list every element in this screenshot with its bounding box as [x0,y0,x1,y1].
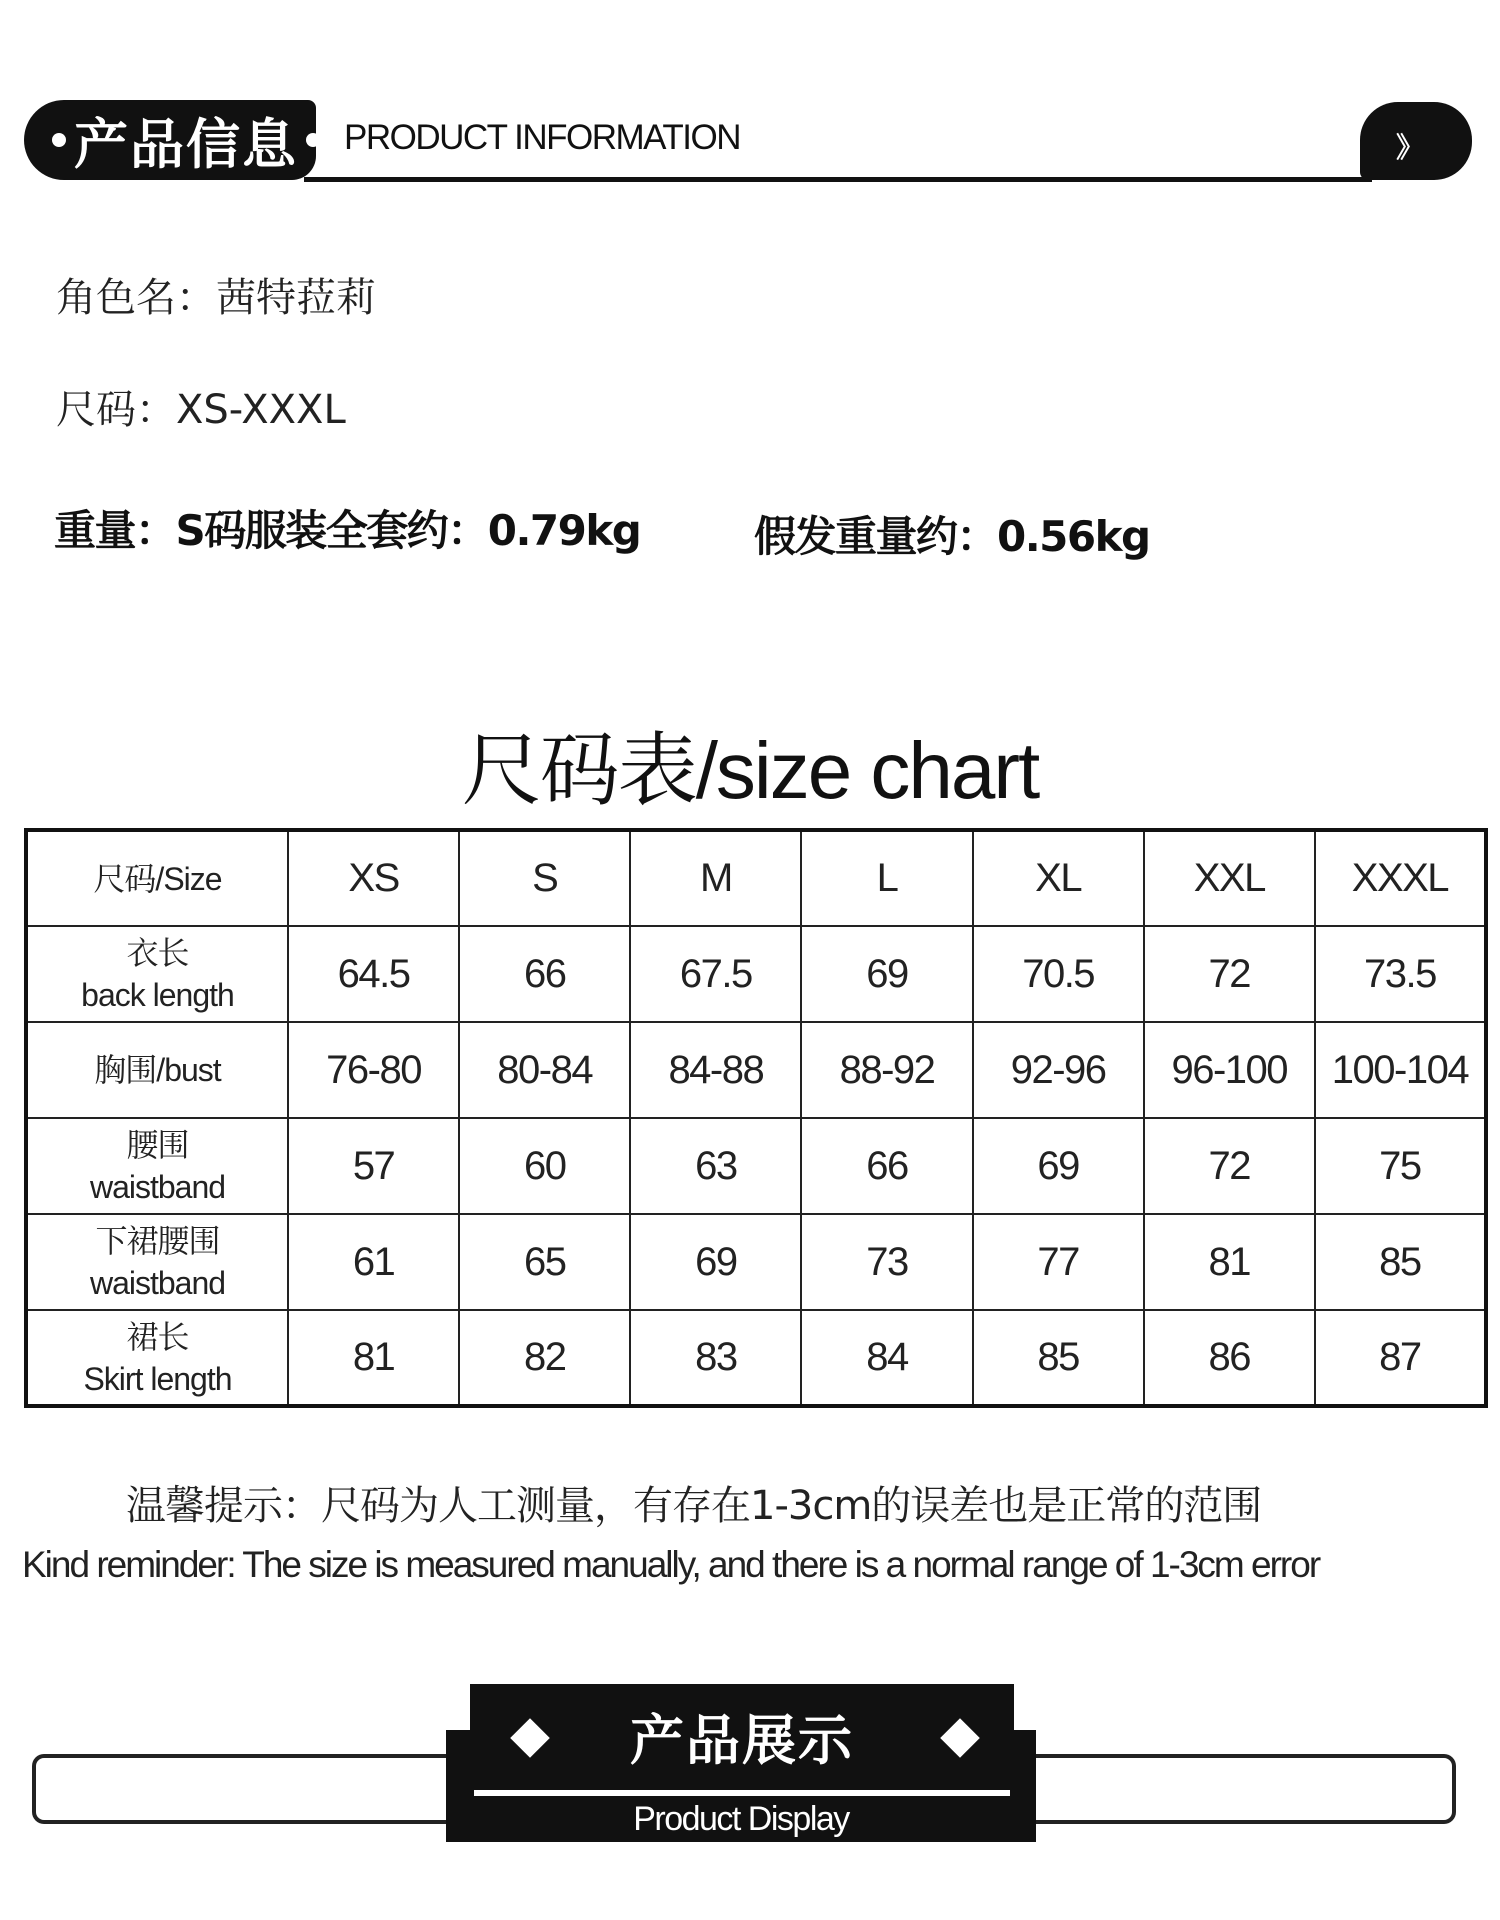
table-cell: 61 [288,1214,459,1310]
size-chart-title: 尺码表/size chart [461,726,1039,815]
weight-set: 重量：S码服装全套约：0.79kg [54,506,641,555]
row-label-en: waistband [89,1169,226,1205]
header-title-en: PRODUCT INFORMATION [344,118,741,157]
row-label [26,1022,288,1118]
footer-title-cn: 产品展示 [630,1709,854,1772]
table-cell: 82 [459,1310,630,1406]
table-cell: 70.5 [973,926,1144,1022]
table-cell: 63 [630,1118,801,1214]
table-header-row [26,830,1486,926]
table-cell: 92-96 [973,1022,1144,1118]
table-cell: 67.5 [630,926,801,1022]
table-cell: 69 [973,1118,1144,1214]
role-name: 角色名：茜特菈莉 [56,275,376,321]
table-cell: 77 [973,1214,1144,1310]
table-header-cell: S [459,830,630,926]
table-cell: 80-84 [459,1022,630,1118]
table-cell: 81 [1144,1214,1315,1310]
header-title-cn: 产品信息 [74,112,298,176]
row-label-cn: 下裙腰围 [95,1223,220,1259]
size-range: 尺码：XS-XXXL [56,387,346,433]
table-header-cell: XXL [1144,830,1315,926]
table-cell: 69 [801,926,972,1022]
header-underline [304,177,1372,182]
table-cell: 100-104 [1315,1022,1486,1118]
table-row [26,1022,1486,1118]
row-label [26,926,288,1022]
table-cell: 72 [1144,926,1315,1022]
table-cell: 84 [801,1310,972,1406]
table-header-label: 尺码/Size [26,830,288,926]
row-label-en: Skirt length [83,1360,232,1397]
row-label-en: waistband [89,1265,226,1301]
table-header-cell: M [630,830,801,926]
product-info-header [24,100,1472,184]
table-cell: 86 [1144,1310,1315,1406]
table-cell: 66 [801,1118,972,1214]
table-cell: 72 [1144,1118,1315,1214]
table-cell: 76-80 [288,1022,459,1118]
table-cell: 85 [973,1310,1144,1406]
footer-rail-right [1036,1754,1456,1824]
table-row [26,1214,1486,1310]
header-title-cn-wrap [44,104,328,176]
table-row [26,926,1486,1022]
table-header-cell: XL [973,830,1144,926]
table-header-cell: XS [288,830,459,926]
row-label-cn: 裙长 [126,1318,189,1355]
table-row [26,1118,1486,1214]
bullet-dot-icon [52,133,66,147]
weight-row [54,498,1254,561]
table-cell: 65 [459,1214,630,1310]
table-cell: 64.5 [288,926,459,1022]
header-end-pill [1360,102,1472,180]
row-label [26,1310,288,1406]
row-label [26,1118,288,1214]
bullet-dot-icon [306,133,320,147]
table-cell: 81 [288,1310,459,1406]
table-cell: 88-92 [801,1022,972,1118]
table-cell: 57 [288,1118,459,1214]
row-label-cn: 衣长 [126,935,189,971]
size-chart-table [24,828,1488,1408]
table-row [26,1310,1486,1406]
table-cell: 87 [1315,1310,1486,1406]
table-header-cell: XXXL [1315,830,1486,926]
row-label-cn: 胸围/bust [94,1052,221,1088]
row-label-cn: 腰围 [126,1127,189,1163]
footer-title-en: Product Display [633,1800,849,1838]
row-label-en: back length [81,977,234,1013]
weight-wig: 假发重量约：0.56kg [754,512,1150,561]
table-cell: 83 [630,1310,801,1406]
double-chevron-icon: 》 [1395,131,1424,164]
table-cell: 84-88 [630,1022,801,1118]
table-cell: 73.5 [1315,926,1486,1022]
table-cell: 85 [1315,1214,1486,1310]
table-cell: 60 [459,1118,630,1214]
table-cell: 73 [801,1214,972,1310]
footer-rail-left [32,1754,462,1824]
reminder-en: Kind reminder: The size is measured manually, and there is a normal range of 1-3cm error [22,1544,1320,1585]
table-cell: 75 [1315,1118,1486,1214]
row-label [26,1214,288,1310]
table-cell: 69 [630,1214,801,1310]
table-cell: 66 [459,926,630,1022]
table-header-cell: L [801,830,972,926]
table-cell: 96-100 [1144,1022,1315,1118]
reminder-cn: 温馨提示：尺码为人工测量，有存在1-3cm的误差也是正常的范围 [126,1483,1262,1529]
